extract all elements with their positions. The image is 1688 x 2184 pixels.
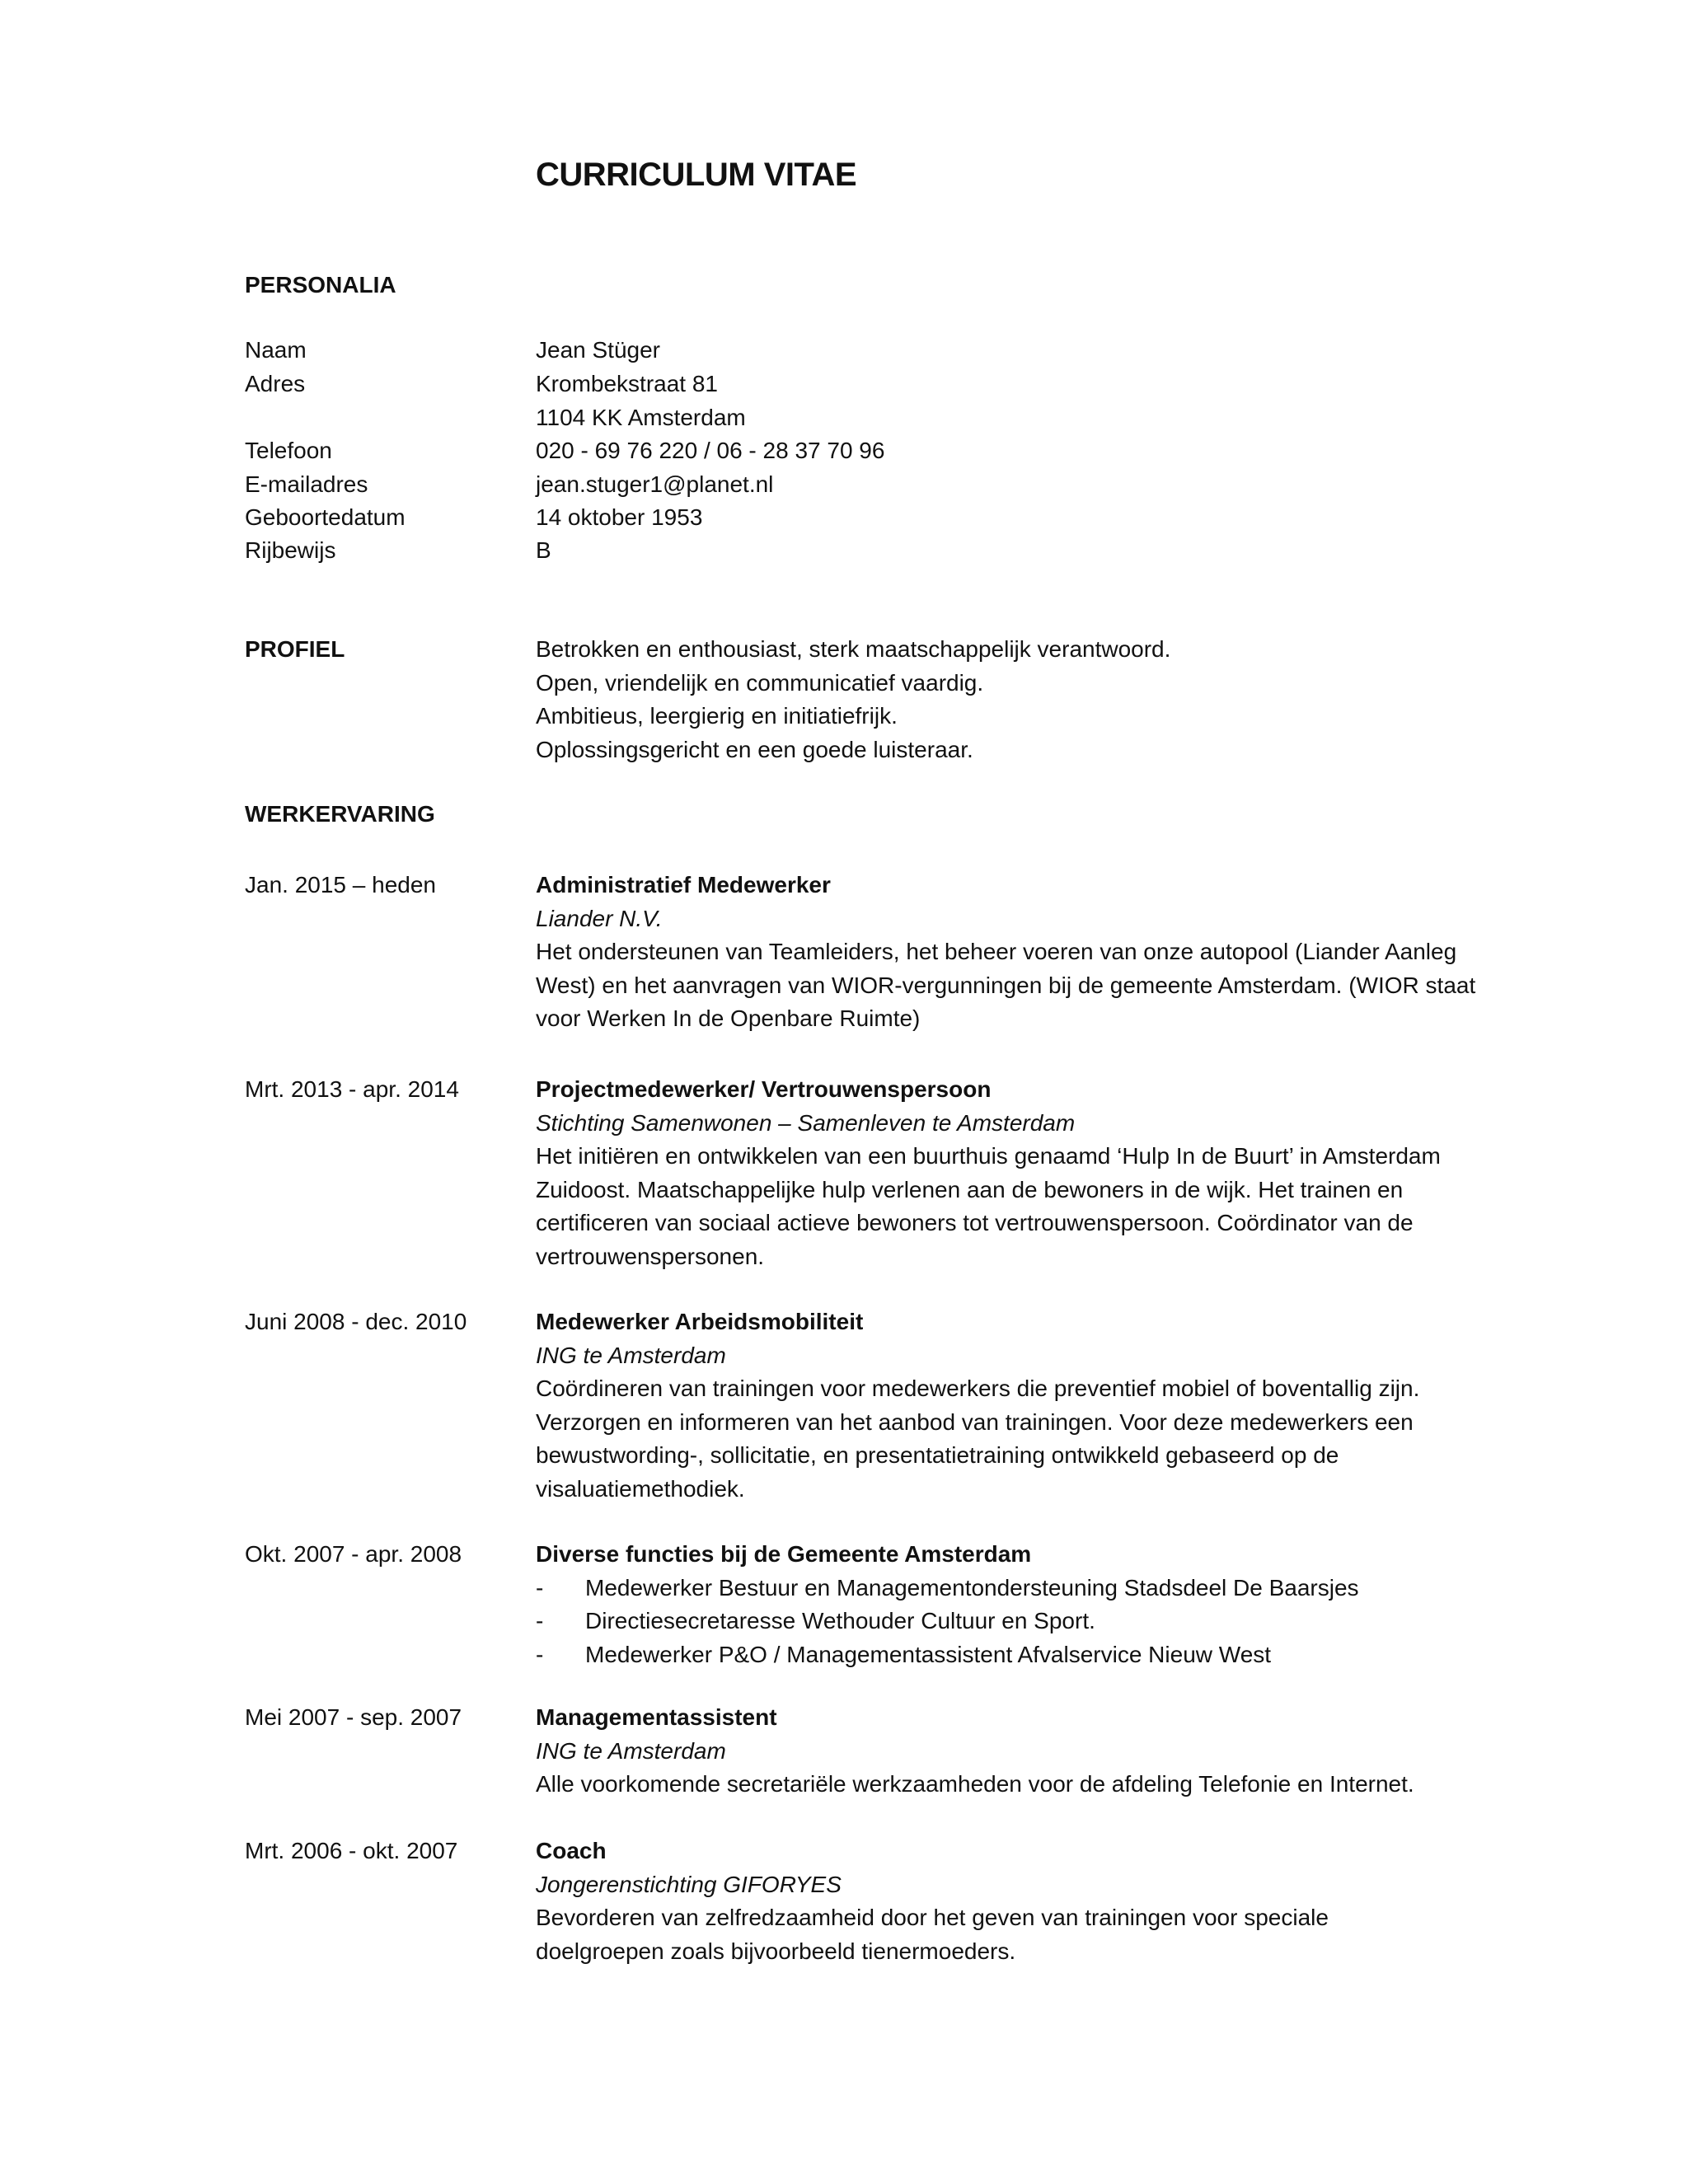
job-company: ING te Amsterdam — [536, 1737, 726, 1764]
job-title: Managementassistent — [536, 1704, 777, 1730]
bullet-dash: - — [536, 1574, 544, 1601]
profiel-line: Oplossingsgericht en een goede luisteraar. — [536, 736, 973, 762]
bullet-text: Medewerker Bestuur en Managementondersteuning Stadsdeel De Baarsjes — [585, 1574, 1359, 1601]
job-title: Diverse functies bij de Gemeente Amsterdam — [536, 1541, 1032, 1567]
job-company: Stichting Samenwonen – Samenleven te Amsterdam — [536, 1109, 1076, 1136]
field-value-line: 020 - 69 76 220 / 06 - 28 37 70 96 — [536, 438, 885, 463]
job-period: Jan. 2015 – heden — [245, 872, 436, 898]
field-adres — [245, 368, 1564, 434]
job-title: Coach — [536, 1838, 607, 1863]
job-title: Medewerker Arbeidsmobiliteit — [536, 1309, 864, 1334]
field-value-line: B — [536, 537, 551, 563]
document-title: CURRICULUM VITAE — [536, 157, 857, 193]
profiel-line: Betrokken en enthousiast, sterk maatschappelijk verantwoord. — [536, 636, 1171, 662]
job-bullet — [536, 1638, 1564, 1672]
section-heading-profiel: PROFIEL — [245, 636, 345, 662]
job-description-line: Coördineren van trainingen voor medewerkers die preventief mobiel of boventallig zijn. — [536, 1376, 1420, 1401]
job-details — [536, 1073, 1564, 1273]
field-value-line: Jean Stüger — [536, 337, 660, 363]
job-company: Jongerenstichting GIFORYES — [536, 1871, 842, 1897]
job-bullet — [536, 1572, 1564, 1605]
job-description-line: Alle voorkomende secretariële werkzaamheden voor de afdeling Telefonie en Internet. — [536, 1771, 1414, 1797]
job-bullet — [536, 1605, 1564, 1638]
field-emailadres — [245, 468, 1564, 502]
job-description-line: Het initiëren en ontwikkelen van een buurthuis genaamd ‘Hulp In de Buurt’ in Amsterdam — [536, 1143, 1441, 1169]
profiel-line: Open, vriendelijk en communicatief vaardig. — [536, 669, 984, 696]
field-value — [536, 334, 1564, 368]
job-period: Mrt. 2006 - okt. 2007 — [245, 1838, 458, 1863]
section-heading-personalia: PERSONALIA — [245, 272, 396, 298]
field-label: Telefoon — [245, 438, 332, 463]
section-heading-werkervaring: WERKERVARING — [245, 801, 435, 827]
job-details — [536, 1701, 1564, 1802]
field-label: E-mailadres — [245, 471, 368, 497]
job-description-line: certificeren van sociaal actieve bewoners tot vertrouwenspersoon. Coördinator van de — [536, 1210, 1414, 1235]
job-description-line: voor Werken In de Openbare Ruimte) — [536, 1005, 921, 1031]
job-entry — [245, 1835, 1564, 1968]
job-entry — [245, 1701, 1564, 1802]
field-naam — [245, 334, 1564, 368]
job-description-line: West) en het aanvragen van WIOR-vergunningen bij de gemeente Amsterdam. (WIOR staat — [536, 972, 1476, 998]
profiel-line: Ambitieus, leergierig en initiatiefrijk. — [536, 703, 898, 729]
field-value-line: Krombekstraat 81 — [536, 371, 718, 396]
job-description-line: Verzorgen en informeren van het aanbod van trainingen. Voor deze medewerkers een — [536, 1408, 1414, 1435]
field-value — [536, 368, 1564, 434]
job-description-line: Het ondersteunen van Teamleiders, het beheer voeren van onze autopool (Liander Aanleg — [536, 939, 1457, 964]
job-title: Administratief Medewerker — [536, 872, 831, 898]
job-period: Okt. 2007 - apr. 2008 — [245, 1541, 462, 1567]
job-description-line: Bevorderen van zelfredzaamheid door het geven van trainingen voor speciale — [536, 1905, 1329, 1930]
profiel-section — [245, 633, 1564, 766]
job-title: Projectmedewerker/ Vertrouwenspersoon — [536, 1076, 992, 1102]
job-period: Mrt. 2013 - apr. 2014 — [245, 1076, 459, 1102]
field-label: Geboortedatum — [245, 504, 406, 530]
bullet-dash: - — [536, 1641, 544, 1667]
field-label: Rijbewijs — [245, 537, 336, 563]
job-company: ING te Amsterdam — [536, 1342, 726, 1368]
field-geboortedatum — [245, 501, 1564, 535]
bullet-text: Directiesecretaresse Wethouder Cultuur en Sport. — [585, 1608, 1095, 1633]
job-entry — [245, 1305, 1564, 1506]
job-details — [536, 1305, 1564, 1506]
job-entry — [245, 869, 1564, 1036]
job-details — [536, 1835, 1564, 1968]
field-value — [536, 468, 1564, 502]
field-value — [536, 534, 1564, 568]
field-telefoon — [245, 434, 1564, 468]
profiel-text — [536, 633, 1564, 766]
job-description-line: bewustwording-, sollicitatie, en presentatietraining ontwikkeld gebaseerd op de — [536, 1442, 1339, 1468]
job-details — [536, 1538, 1564, 1671]
job-entry — [245, 1538, 1564, 1671]
field-value — [536, 434, 1564, 468]
job-company: Liander N.V. — [536, 905, 663, 931]
field-label: Adres — [245, 371, 306, 396]
job-period: Juni 2008 - dec. 2010 — [245, 1309, 467, 1334]
job-details — [536, 869, 1564, 1036]
field-value — [536, 501, 1564, 535]
field-label: Naam — [245, 337, 307, 363]
email-link[interactable]: jean.stuger1@planet.nl — [536, 471, 774, 497]
job-description-line: Zuidoost. Maatschappelijke hulp verlenen aan de bewoners in de wijk. Het trainen en — [536, 1176, 1404, 1202]
job-description-line: visaluatiemethodiek. — [536, 1475, 745, 1502]
field-value-line: 14 oktober 1953 — [536, 504, 703, 530]
job-period: Mei 2007 - sep. 2007 — [245, 1704, 462, 1730]
job-description-line: vertrouwenspersonen. — [536, 1243, 765, 1269]
field-rijbewijs — [245, 534, 1564, 568]
bullet-dash: - — [536, 1608, 544, 1633]
job-description-line: doelgroepen zoals bijvoorbeeld tienermoeders. — [536, 1938, 1016, 1964]
field-value-line: 1104 KK Amsterdam — [536, 404, 746, 430]
job-entry — [245, 1073, 1564, 1273]
bullet-text: Medewerker P&O / Managementassistent Afvalservice Nieuw West — [585, 1641, 1272, 1667]
